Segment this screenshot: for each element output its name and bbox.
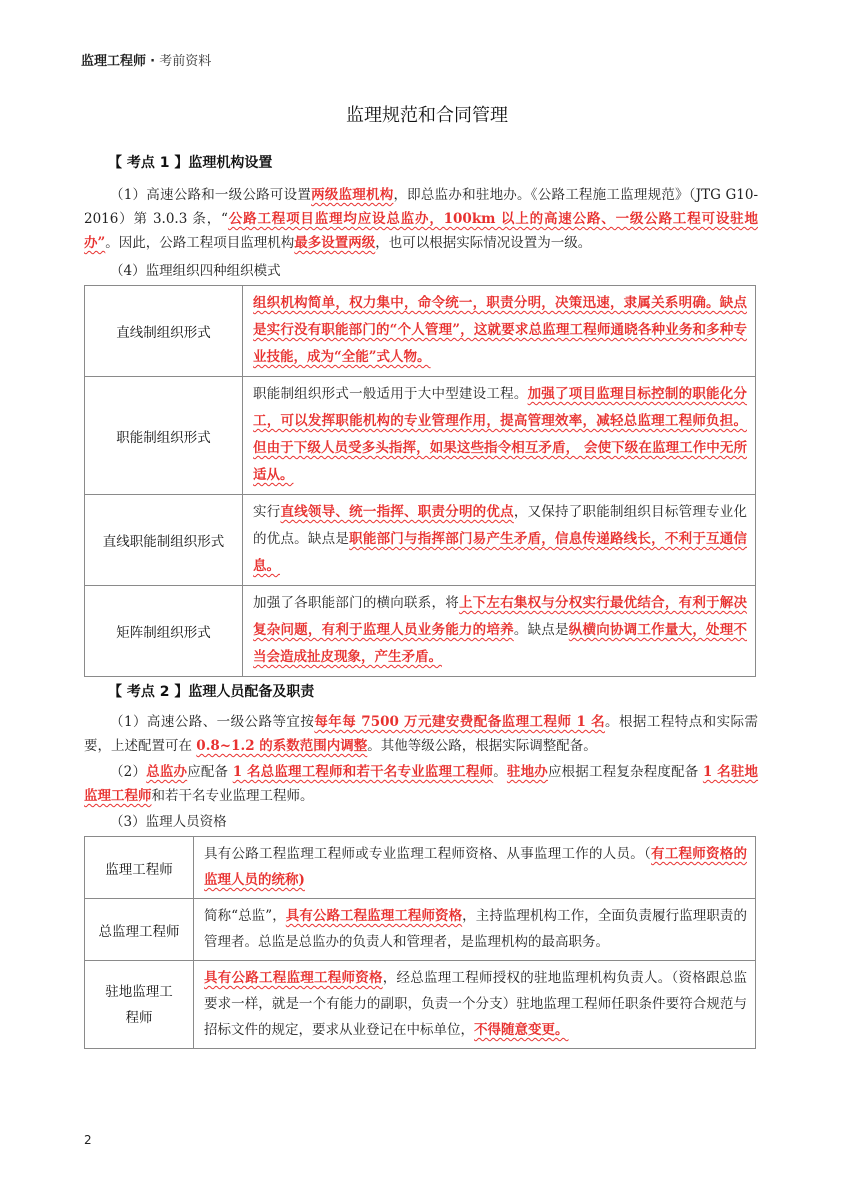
header-brand: 监理工程师 (81, 54, 147, 69)
highlighted-text: 上下左右集权与分权实行最优结合，有利于解决复杂问题，有利于监理人员业务能力的培养 (253, 595, 748, 638)
staff-qualification-table (84, 836, 756, 1049)
highlighted-text: 不得随意变更。 (474, 1022, 569, 1038)
row-content (243, 286, 756, 377)
text-segment: 和若干名专业监理工程师。 (151, 788, 314, 804)
row-content (194, 899, 756, 961)
text-segment: 。根据工程特点和实际需要，上述配置可在 (84, 714, 759, 754)
text-segment: （1）高速公路和一级公路可设置 (110, 187, 312, 203)
text-segment: 应根据工程复杂程度配备 (547, 764, 703, 780)
text-segment: 具有公路工程监理工程师或专业监理工程师资格、从事监理工作的人员。（ (204, 846, 651, 862)
text-segment: （2） (110, 764, 147, 780)
text-segment: 。因此，公路工程项目监理机构 (105, 235, 295, 251)
section2-paragraph-3: （3）监理人员资格 (110, 814, 227, 830)
highlighted-text: 两级监理机构 (311, 187, 394, 203)
row-label: 总监理工程师 (85, 899, 194, 961)
text-segment: ，经总监理工程师授权的驻地监理机构负责人。（资格跟总监要求一样，就是一个有能力的副职，负责一个分支）驻地监理工程师任职条件要符合规范与招标文件的规定，要求从业登记在中标单位， (204, 970, 747, 1038)
row-content (243, 586, 756, 677)
highlighted-text: 0.8~1.2 的系数范围内调整 (196, 738, 368, 754)
text-segment: ，也可以根据实际情况设置为一级。 (375, 235, 592, 251)
text-segment: 。其他等级公路，根据实际调整配备。 (367, 738, 597, 754)
highlighted-text: 直线领导、统一指挥、职责分明的优点 (280, 504, 514, 520)
text-segment: ，主持监理机构工作，全面负责履行监理职责的管理者。总监是总监办的负责人和管理者，是监理机构的最高职务。 (204, 908, 747, 950)
row-label: 监理工程师 (85, 837, 194, 899)
table-row (85, 286, 756, 377)
highlighted-text: 具有公路工程监理工程师资格 (204, 970, 383, 986)
highlighted-text: 驻地办 (506, 764, 548, 780)
highlighted-text: 职能部门与指挥部门易产生矛盾，信息传递路线长，不利于互通信息。 (253, 531, 748, 574)
section2-heading: 【 考点 2 】监理人员配备及职责 (108, 684, 315, 700)
table-row (85, 837, 756, 899)
table-row (85, 377, 756, 495)
section1-paragraph-2: （4）监理组织四种组织模式 (110, 263, 281, 279)
highlighted-text: 最多设置两级 (294, 235, 376, 251)
page-header (81, 50, 211, 69)
table-row (85, 495, 756, 586)
header-separator: · (150, 54, 156, 69)
highlighted-text: 有工程师资格的监理人员的统称) (204, 846, 747, 888)
text-segment: 实行 (253, 504, 281, 520)
highlighted-text: 1 名总监理工程师和若干名专业监理工程师 (232, 764, 494, 780)
highlighted-text: 1 名驻地监理工程师 (84, 764, 759, 804)
row-label: 直线制组织形式 (85, 286, 243, 377)
section2-paragraph-1 (84, 710, 758, 758)
table-row (85, 899, 756, 961)
row-label: 职能制组织形式 (85, 377, 243, 495)
row-content (243, 495, 756, 586)
row-content (243, 377, 756, 495)
highlighted-text: 具有公路工程监理工程师资格 (285, 908, 463, 924)
text-segment: ，即总监办和驻地办。《公路工程施工监理规范》（JTG G10-2016）第 3.0.3 条，“ (84, 187, 759, 227)
section2-paragraph-2 (84, 760, 758, 808)
highlighted-text: 纵横向协调工作量大，处理不当会造成扯皮现象，产生矛盾。 (253, 622, 748, 665)
row-label: 直线职能制组织形式 (85, 495, 243, 586)
table-row (85, 961, 756, 1049)
org-forms-table (84, 285, 756, 677)
row-label: 驻地监理工程师 (85, 961, 194, 1049)
row-content (194, 837, 756, 899)
text-segment: 简称“总监”， (204, 908, 286, 924)
text-segment: 。 (493, 764, 507, 780)
highlighted-text: 加强了项目监理目标控制的职能化分工，可以发挥职能机构的专业管理作用，提高管理效率，减轻总监理工程师负担。但由于下级人员受多头指挥，如果这些指令相互矛盾， 会使下级在监理工作中无所适从。 (253, 386, 748, 483)
highlighted-text: 组织机构简单，权力集中，命令统一，职责分明，决策迅速，隶属关系明确。缺点是实行没有职能部门的“个人管理”，这就要求总监理工程师通晓各种业务和多种专业技能，成为“全能”式人物。 (253, 295, 747, 365)
text-segment: 加强了各职能部门的横向联系，将 (253, 595, 459, 611)
page-number: 2 (84, 1133, 92, 1147)
text-segment: 。缺点是 (513, 622, 569, 638)
text-segment: ，又保持了职能制组织目标管理专业化的优点。缺点是 (253, 504, 748, 547)
row-label: 矩阵制组织形式 (85, 586, 243, 677)
table-row (85, 586, 756, 677)
text-segment: 职能制组织形式一般适用于大中型建设工程。 (253, 386, 528, 402)
highlighted-text: 总监办 (146, 764, 188, 780)
page-title: 监理规范和合同管理 (346, 105, 508, 126)
text-segment: 应配备 (187, 764, 233, 780)
highlighted-text: 公路工程项目监理均应设总监办，100km 以上的高速公路、一级公路工程可设驻地办” (84, 211, 758, 251)
text-segment: （1）高速公路、一级公路等宜按 (110, 714, 315, 730)
section1-heading: 【 考点 1 】监理机构设置 (108, 155, 273, 171)
highlighted-text: 每年每 7500 万元建安费配备监理工程师 1 名 (314, 714, 606, 730)
header-subtitle: 考前资料 (159, 54, 212, 69)
row-content (194, 961, 756, 1049)
section1-paragraph-1 (84, 183, 758, 255)
